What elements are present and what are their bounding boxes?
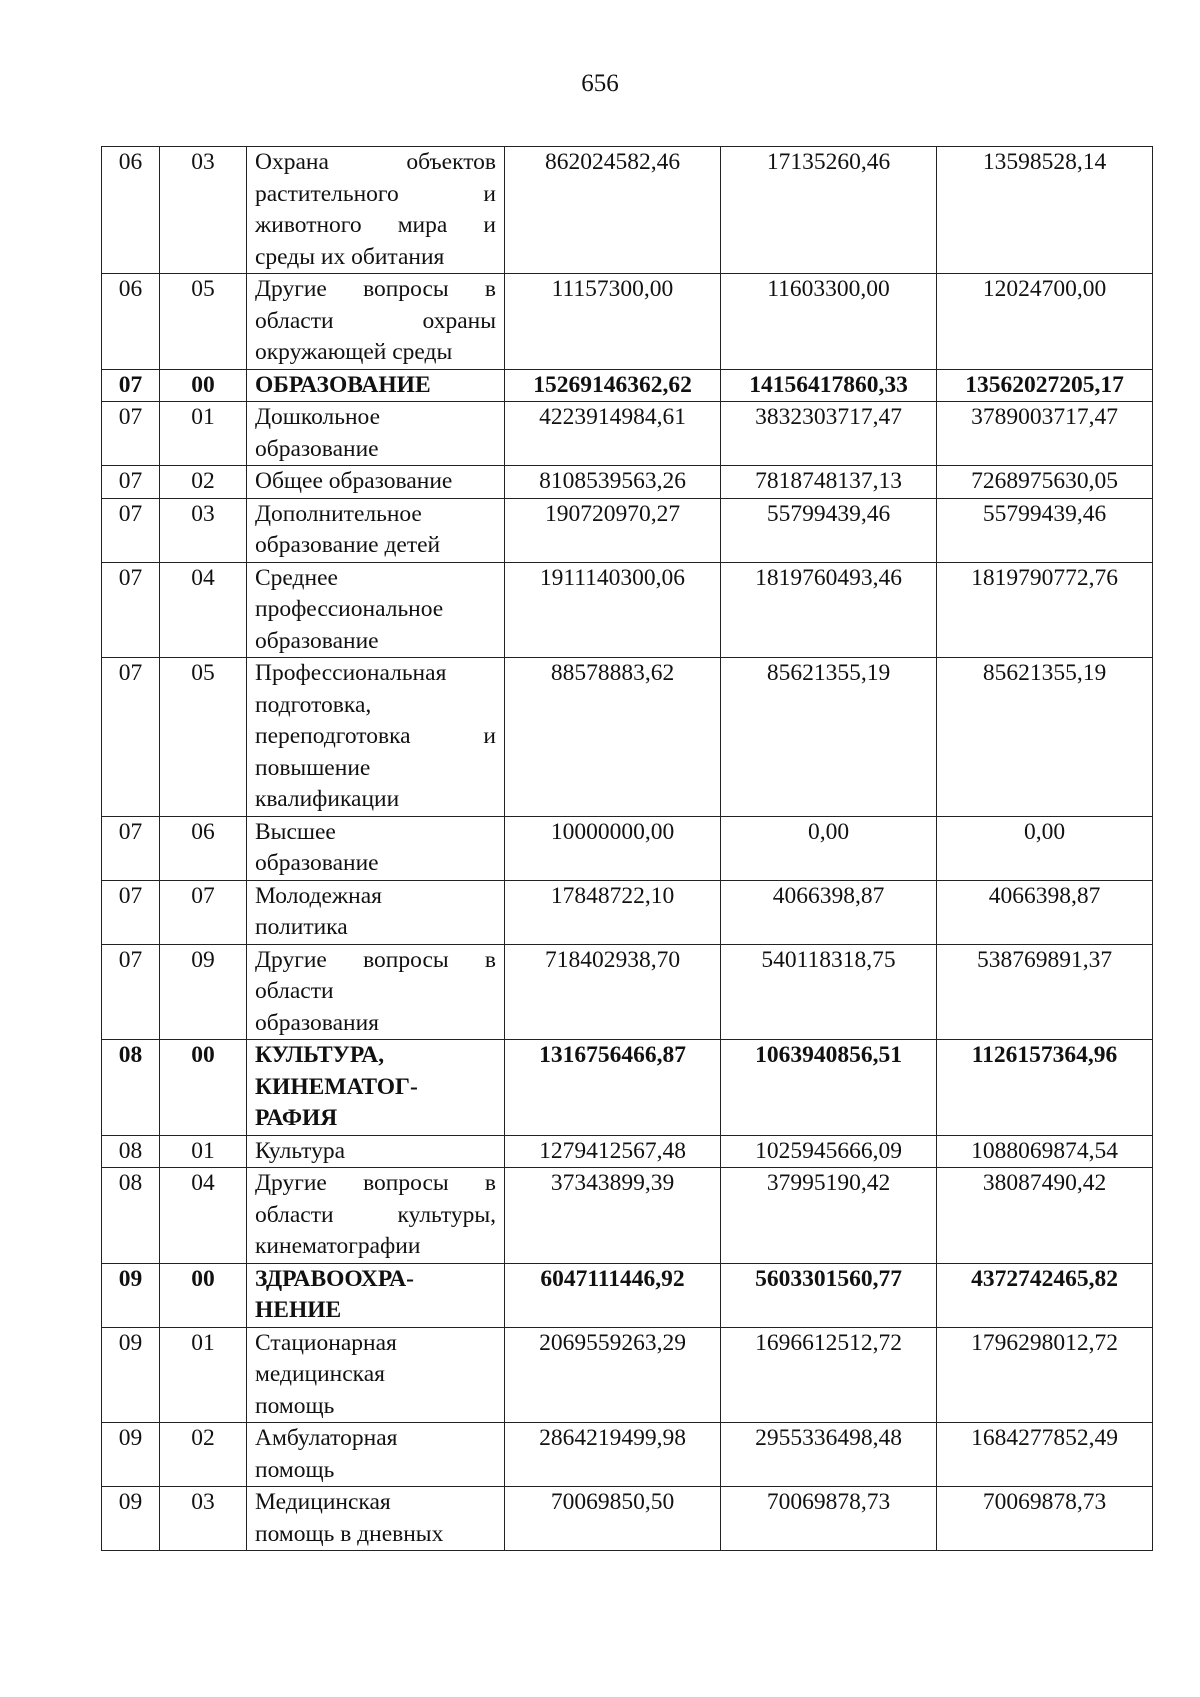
amount-cell-3: 55799439,46: [937, 498, 1153, 562]
amount-cell-3: 85621355,19: [937, 658, 1153, 817]
name-cell: Высшее образование: [247, 816, 505, 880]
amount-cell-2: 17135260,46: [721, 147, 937, 274]
name-cell: Дошкольное образование: [247, 402, 505, 466]
name-cell: Другие вопросы в области охраны окружающей среды: [247, 274, 505, 370]
amount-cell-2: 2955336498,48: [721, 1423, 937, 1487]
amount-cell-1: 1316756466,87: [505, 1040, 721, 1136]
section-code-cell: 06: [102, 274, 160, 370]
amount-cell-1: 70069850,50: [505, 1487, 721, 1551]
section-code-cell: 07: [102, 369, 160, 402]
amount-cell-2: 1025945666,09: [721, 1135, 937, 1168]
amount-cell-3: 1684277852,49: [937, 1423, 1153, 1487]
table-row: [102, 1487, 1153, 1551]
subsection-code-cell: 07: [160, 880, 247, 944]
subsection-code-cell: 02: [160, 466, 247, 499]
budget-table-body: [102, 147, 1153, 1551]
section-code-cell: 08: [102, 1040, 160, 1136]
amount-cell-1: 1911140300,06: [505, 562, 721, 658]
section-code-cell: 07: [102, 562, 160, 658]
amount-cell-2: 85621355,19: [721, 658, 937, 817]
name-cell: КУЛЬТУРА, КИНЕМАТОГ- РАФИЯ: [247, 1040, 505, 1136]
amount-cell-2: 3832303717,47: [721, 402, 937, 466]
amount-cell-1: 15269146362,62: [505, 369, 721, 402]
table-row: [102, 274, 1153, 370]
amount-cell-3: 0,00: [937, 816, 1153, 880]
table-row: [102, 1263, 1153, 1327]
amount-cell-2: 1063940856,51: [721, 1040, 937, 1136]
amount-cell-3: 538769891,37: [937, 944, 1153, 1040]
table-row: [102, 880, 1153, 944]
amount-cell-2: 55799439,46: [721, 498, 937, 562]
table-row: [102, 658, 1153, 817]
name-cell: Профессиональная подготовка, переподготовка и повышение квалификации: [247, 658, 505, 817]
amount-cell-3: 1088069874,54: [937, 1135, 1153, 1168]
amount-cell-1: 37343899,39: [505, 1168, 721, 1264]
subsection-code-cell: 01: [160, 1135, 247, 1168]
budget-table: [101, 146, 1153, 1551]
subsection-code-cell: 03: [160, 1487, 247, 1551]
subsection-code-cell: 04: [160, 562, 247, 658]
amount-cell-2: 5603301560,77: [721, 1263, 937, 1327]
amount-cell-3: 7268975630,05: [937, 466, 1153, 499]
table-row: [102, 816, 1153, 880]
subsection-code-cell: 02: [160, 1423, 247, 1487]
amount-cell-2: 1819760493,46: [721, 562, 937, 658]
amount-cell-3: 3789003717,47: [937, 402, 1153, 466]
amount-cell-1: 190720970,27: [505, 498, 721, 562]
amount-cell-2: 11603300,00: [721, 274, 937, 370]
section-code-cell: 09: [102, 1263, 160, 1327]
subsection-code-cell: 03: [160, 147, 247, 274]
section-code-cell: 07: [102, 498, 160, 562]
amount-cell-1: 10000000,00: [505, 816, 721, 880]
subsection-code-cell: 00: [160, 369, 247, 402]
amount-cell-3: 1819790772,76: [937, 562, 1153, 658]
amount-cell-1: 11157300,00: [505, 274, 721, 370]
section-code-cell: 08: [102, 1168, 160, 1264]
amount-cell-3: 1126157364,96: [937, 1040, 1153, 1136]
section-code-cell: 07: [102, 402, 160, 466]
subsection-code-cell: 05: [160, 658, 247, 817]
name-cell: Культура: [247, 1135, 505, 1168]
table-row: [102, 402, 1153, 466]
subsection-code-cell: 05: [160, 274, 247, 370]
name-cell: Общее образование: [247, 466, 505, 499]
amount-cell-3: 13598528,14: [937, 147, 1153, 274]
amount-cell-2: 70069878,73: [721, 1487, 937, 1551]
amount-cell-2: 14156417860,33: [721, 369, 937, 402]
name-cell: Другие вопросы в области образования: [247, 944, 505, 1040]
amount-cell-3: 4372742465,82: [937, 1263, 1153, 1327]
subsection-code-cell: 09: [160, 944, 247, 1040]
amount-cell-1: 2864219499,98: [505, 1423, 721, 1487]
section-code-cell: 07: [102, 880, 160, 944]
subsection-code-cell: 04: [160, 1168, 247, 1264]
table-row: [102, 1327, 1153, 1423]
name-cell: Амбулаторная помощь: [247, 1423, 505, 1487]
name-cell: Другие вопросы в области культуры, кинематографии: [247, 1168, 505, 1264]
amount-cell-3: 38087490,42: [937, 1168, 1153, 1264]
subsection-code-cell: 01: [160, 402, 247, 466]
amount-cell-1: 862024582,46: [505, 147, 721, 274]
amount-cell-1: 1279412567,48: [505, 1135, 721, 1168]
subsection-code-cell: 00: [160, 1263, 247, 1327]
amount-cell-3: 1796298012,72: [937, 1327, 1153, 1423]
amount-cell-2: 4066398,87: [721, 880, 937, 944]
table-row: [102, 1135, 1153, 1168]
amount-cell-3: 4066398,87: [937, 880, 1153, 944]
section-code-cell: 09: [102, 1487, 160, 1551]
name-cell: ОБРАЗОВАНИЕ: [247, 369, 505, 402]
subsection-code-cell: 03: [160, 498, 247, 562]
section-code-cell: 09: [102, 1423, 160, 1487]
table-row: [102, 1168, 1153, 1264]
section-code-cell: 07: [102, 658, 160, 817]
section-code-cell: 07: [102, 466, 160, 499]
amount-cell-2: 1696612512,72: [721, 1327, 937, 1423]
amount-cell-3: 13562027205,17: [937, 369, 1153, 402]
page-number: 656: [581, 70, 619, 97]
subsection-code-cell: 06: [160, 816, 247, 880]
amount-cell-2: 7818748137,13: [721, 466, 937, 499]
amount-cell-1: 2069559263,29: [505, 1327, 721, 1423]
table-row: [102, 369, 1153, 402]
amount-cell-1: 8108539563,26: [505, 466, 721, 499]
table-row: [102, 147, 1153, 274]
name-cell: ЗДРАВООХРА- НЕНИЕ: [247, 1263, 505, 1327]
amount-cell-1: 4223914984,61: [505, 402, 721, 466]
subsection-code-cell: 00: [160, 1040, 247, 1136]
section-code-cell: 09: [102, 1327, 160, 1423]
amount-cell-2: 37995190,42: [721, 1168, 937, 1264]
amount-cell-2: 0,00: [721, 816, 937, 880]
table-row: [102, 562, 1153, 658]
table-row: [102, 944, 1153, 1040]
name-cell: Стационарная медицинская помощь: [247, 1327, 505, 1423]
section-code-cell: 07: [102, 944, 160, 1040]
table-row: [102, 1040, 1153, 1136]
amount-cell-1: 17848722,10: [505, 880, 721, 944]
section-code-cell: 07: [102, 816, 160, 880]
subsection-code-cell: 01: [160, 1327, 247, 1423]
section-code-cell: 06: [102, 147, 160, 274]
amount-cell-2: 540118318,75: [721, 944, 937, 1040]
name-cell: Медицинская помощь в дневных: [247, 1487, 505, 1551]
name-cell: Дополнительное образование детей: [247, 498, 505, 562]
amount-cell-1: 88578883,62: [505, 658, 721, 817]
amount-cell-3: 12024700,00: [937, 274, 1153, 370]
table-row: [102, 1423, 1153, 1487]
table-row: [102, 466, 1153, 499]
amount-cell-3: 70069878,73: [937, 1487, 1153, 1551]
name-cell: Среднее профессиональное образование: [247, 562, 505, 658]
table-row: [102, 498, 1153, 562]
amount-cell-1: 718402938,70: [505, 944, 721, 1040]
name-cell: Охрана объектов растительного и животного мира и среды их обитания: [247, 147, 505, 274]
section-code-cell: 08: [102, 1135, 160, 1168]
name-cell: Молодежная политика: [247, 880, 505, 944]
amount-cell-1: 6047111446,92: [505, 1263, 721, 1327]
